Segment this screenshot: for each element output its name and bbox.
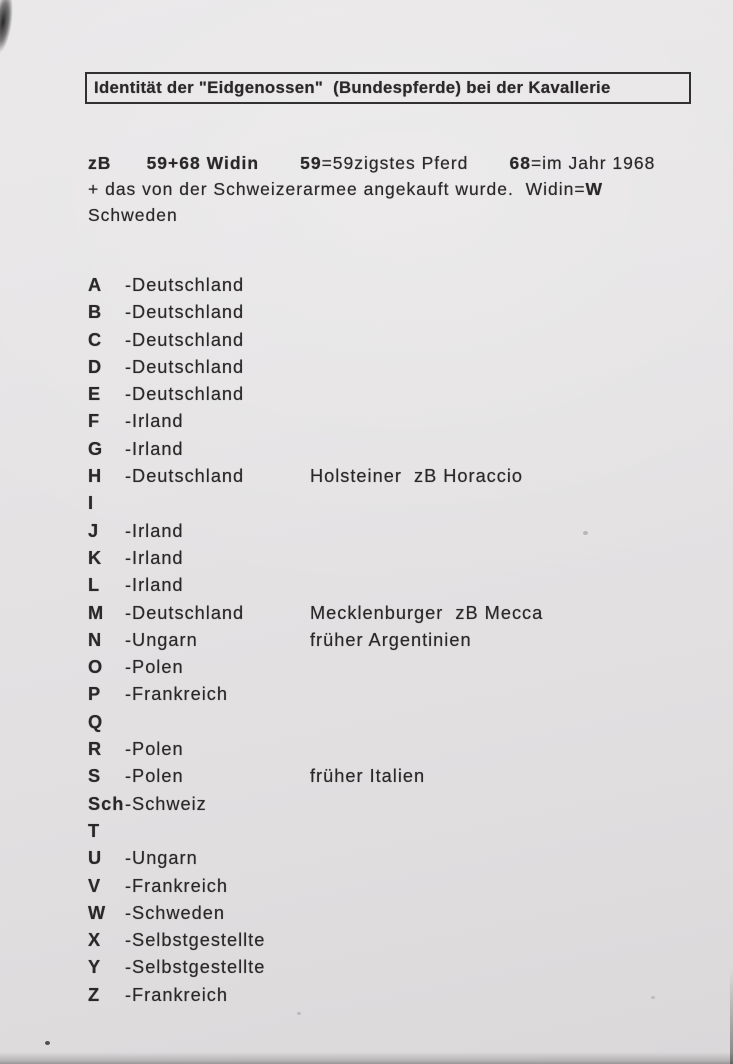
country-label: -Ungarn: [125, 848, 198, 869]
legend-text-segment: =59zigstes Pferd: [321, 153, 469, 173]
country-label: -Frankreich: [125, 984, 228, 1005]
country-label: -Irland: [125, 547, 184, 568]
title-box: [85, 72, 691, 104]
letter-code: M: [88, 602, 105, 623]
letter-code: A: [88, 275, 103, 295]
country-label: -Irland: [125, 575, 184, 596]
list-item: [88, 763, 426, 790]
legend-line: [88, 202, 655, 228]
letter-code: T: [88, 820, 101, 841]
letter-code: O: [88, 657, 104, 678]
legend-paragraph: [88, 150, 655, 228]
note-label: früher Argentinien: [310, 629, 472, 650]
list-item: [88, 518, 265, 545]
list-item: [88, 600, 544, 627]
letter-code: V: [88, 875, 102, 896]
list-item: [88, 327, 265, 354]
country-label: -Polen: [125, 766, 184, 787]
country-label: -Deutschland: [125, 466, 245, 487]
list-item: [88, 299, 265, 326]
paper-speck: [297, 1012, 301, 1015]
list-item: [88, 927, 265, 954]
letter-code: S: [88, 766, 102, 787]
country-label: -Selbstgestellte: [125, 930, 266, 951]
page-title: Identität der "Eidgenossen" (Bundespferde) bei der Kavallerie: [94, 78, 611, 97]
country-label: -Polen: [125, 657, 184, 678]
country-label: -Irland: [125, 520, 184, 541]
country-label: -Deutschland: [125, 275, 245, 295]
letter-code: U: [88, 848, 103, 869]
letter-code: Sch: [88, 793, 125, 814]
legend-text-segment: 59+68 Widin: [146, 153, 260, 173]
letter-code: C: [88, 329, 103, 350]
list-item: [88, 791, 265, 818]
letter-code: G: [88, 438, 104, 459]
list-item: [88, 354, 265, 381]
scan-edge-smudge: [0, 0, 21, 65]
country-label: -Ungarn: [125, 629, 198, 650]
legend-text-segment: + das von der Schweizerarmee angekauft wurde. Widin=: [88, 179, 586, 199]
legend-text-segment: [259, 153, 300, 173]
legend-text-segment: [111, 153, 146, 173]
legend-text-segment: =im Jahr 1968: [530, 153, 656, 173]
legend-text-segment: W: [585, 179, 604, 199]
letter-code: B: [88, 302, 103, 323]
country-label: -Deutschland: [125, 302, 245, 323]
letter-code: R: [88, 739, 103, 760]
legend-line: [88, 176, 655, 202]
list-item: [88, 490, 265, 517]
letter-code: H: [88, 466, 103, 487]
letter-code: F: [88, 411, 101, 432]
list-item: [88, 818, 265, 845]
country-label: -Deutschland: [125, 384, 245, 405]
letter-code: Q: [88, 711, 104, 732]
list-item: [88, 408, 265, 435]
letter-code: W: [88, 902, 107, 923]
country-label: -Polen: [125, 739, 184, 760]
list-item: [88, 627, 472, 654]
letter-country-list: [88, 272, 544, 1009]
country-label: -Schweiz: [125, 793, 207, 814]
list-item: [88, 572, 265, 599]
legend-text-segment: 59: [300, 153, 322, 173]
paper-speck: [583, 531, 588, 535]
letter-code: D: [88, 356, 103, 377]
country-label: -Frankreich: [125, 684, 228, 705]
legend-text-segment: zB: [88, 153, 112, 173]
letter-code: J: [88, 520, 100, 541]
list-item: [88, 272, 265, 299]
note-label: Holsteiner zB Horaccio: [310, 466, 524, 487]
legend-text-segment: Schweden: [88, 205, 178, 225]
list-item: [88, 381, 265, 408]
country-label: -Deutschland: [125, 329, 245, 350]
paper-speck: [651, 996, 655, 999]
letter-code: I: [88, 493, 95, 514]
paper-bottom-edge-shadow: [0, 1052, 733, 1064]
country-label: -Selbstgestellte: [125, 957, 266, 978]
country-label: -Frankreich: [125, 875, 228, 896]
legend-line: [88, 150, 655, 176]
country-label: -Irland: [125, 411, 184, 432]
list-item: [88, 954, 265, 981]
note-label: früher Italien: [310, 766, 426, 787]
list-item: [88, 873, 265, 900]
letter-code: L: [88, 575, 101, 596]
letter-code: N: [88, 629, 103, 650]
list-item: [88, 982, 265, 1009]
letter-code: X: [88, 930, 102, 951]
note-label: Mecklenburger zB Mecca: [310, 602, 544, 623]
list-item: [88, 545, 265, 572]
list-item: [88, 436, 265, 463]
legend-text-segment: [468, 153, 509, 173]
country-label: -Deutschland: [125, 602, 245, 623]
letter-code: E: [88, 384, 102, 405]
letter-code: K: [88, 547, 103, 568]
list-item: [88, 736, 265, 763]
legend-text-segment: 68: [509, 153, 531, 173]
country-label: -Deutschland: [125, 356, 245, 377]
country-label: -Irland: [125, 438, 184, 459]
list-item: [88, 681, 265, 708]
letter-code: P: [88, 684, 102, 705]
letter-code: Z: [88, 984, 101, 1005]
list-item: [88, 900, 265, 927]
list-item: [88, 709, 265, 736]
country-label: -Schweden: [125, 902, 225, 923]
list-item: [88, 654, 265, 681]
list-item: [88, 845, 265, 872]
ink-dot: [45, 1041, 50, 1045]
list-item: [88, 463, 524, 490]
letter-code: Y: [88, 957, 102, 978]
